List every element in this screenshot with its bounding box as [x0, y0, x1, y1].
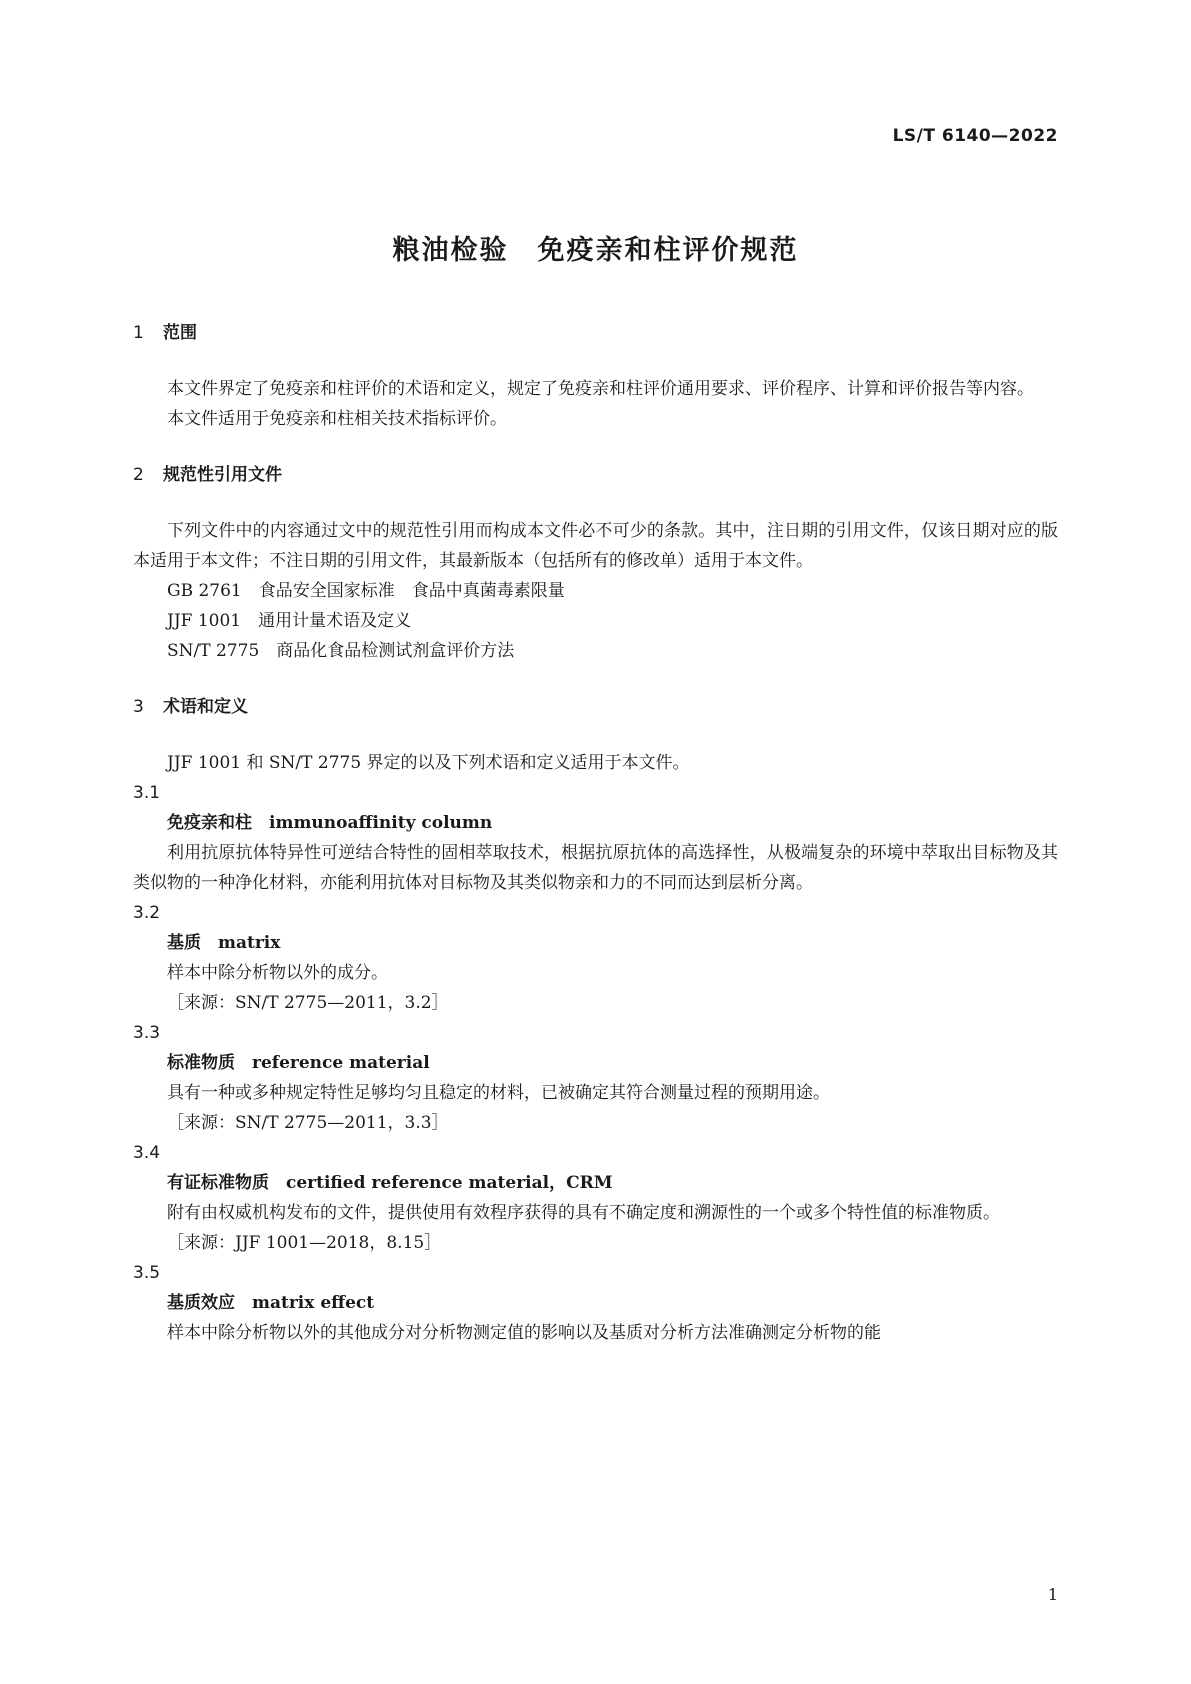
term-definition: 附有由权威机构发布的文件，提供使用有效程序获得的具有不确定度和溯源性的一个或多个特性值的标准物质。 — [167, 1203, 1000, 1223]
term-definition: 样本中除分析物以外的其他成分对分析物测定值的影响以及基质对分析方法准确测定分析物的能 — [167, 1323, 881, 1343]
term-zh: 标准物质 — [167, 1053, 235, 1073]
term-en: immunoaffinity column — [269, 813, 493, 833]
references-paragraph: 下列文件中的内容通过文中的规范性引用而构成本文件必不可少的条款。其中，注日期的引用文件，仅该日期对应的版本适用于本文件；不注日期的引用文件，其最新版本（包括所有的修改单）适用于本文件。 — [133, 521, 1058, 571]
reference-item — [133, 636, 1058, 666]
reference-item — [133, 606, 1058, 636]
term-zh: 免疫亲和柱 — [167, 813, 252, 833]
term-zh: 有证标准物质 — [167, 1173, 269, 1193]
reference-code: SN/T 2775 — [167, 641, 260, 661]
section-title: 术语和定义 — [163, 697, 248, 717]
reference-name: 商品化食品检测试剂盒评价方法 — [276, 641, 515, 661]
terms-intro: JJF 1001 和 SN/T 2775 界定的以及下列术语和定义适用于本文件。 — [167, 753, 690, 773]
term-zh: 基质效应 — [167, 1293, 235, 1313]
term-definition: 样本中除分析物以外的成分。 — [167, 963, 388, 983]
section-heading-scope — [133, 318, 1058, 348]
section-number: 1 — [133, 323, 144, 343]
term-heading — [133, 808, 1058, 838]
reference-name: 通用计量术语及定义 — [258, 611, 412, 631]
term-number: 3.2 — [133, 903, 161, 923]
scope-paragraph-1: 本文件界定了免疫亲和柱评价的术语和定义，规定了免疫亲和柱评价通用要求、评价程序、计算和评价报告等内容。 — [167, 379, 1034, 399]
term-en: matrix — [218, 933, 281, 953]
section-title: 规范性引用文件 — [163, 465, 282, 485]
document-body — [133, 318, 1058, 1348]
standard-code: LS/T 6140—2022 — [892, 126, 1058, 146]
term-heading — [133, 1168, 1058, 1198]
term-number: 3.4 — [133, 1143, 161, 1163]
reference-name: 食品安全国家标准 食品中真菌毒素限量 — [258, 581, 565, 601]
term-source: ［来源：SN/T 2775—2011，3.2］ — [167, 993, 449, 1013]
term-definition: 具有一种或多种规定特性足够均匀且稳定的材料，已被确定其符合测量过程的预期用途。 — [167, 1083, 830, 1103]
term-en: matrix effect — [252, 1293, 375, 1313]
term-zh: 基质 — [167, 933, 201, 953]
page-number: 1 — [1047, 1585, 1058, 1604]
document-title: 粮油检验 免疫亲和柱评价规范 — [392, 235, 799, 266]
scope-paragraph-2: 本文件适用于免疫亲和柱相关技术指标评价。 — [167, 409, 507, 429]
section-heading-terms-definitions — [133, 692, 1058, 722]
term-source: ［来源：SN/T 2775—2011，3.3］ — [167, 1113, 449, 1133]
section-title: 范围 — [163, 323, 197, 343]
reference-code: GB 2761 — [167, 581, 242, 601]
section-heading-normative-references — [133, 460, 1058, 490]
term-heading — [133, 1288, 1058, 1318]
term-source: ［来源：JJF 1001—2018，8.15］ — [167, 1233, 442, 1253]
term-heading — [133, 928, 1058, 958]
term-number: 3.3 — [133, 1023, 161, 1043]
section-number: 3 — [133, 697, 144, 717]
reference-item — [133, 576, 1058, 606]
term-definition: 利用抗原抗体特异性可逆结合特性的固相萃取技术，根据抗原抗体的高选择性，从极端复杂的环境中萃取出目标物及其类似物的一种净化材料，亦能利用抗体对目标物及其类似物亲和力的不同而达到层析分离。 — [133, 843, 1058, 893]
section-number: 2 — [133, 465, 144, 485]
term-en: reference material — [252, 1053, 430, 1073]
term-heading — [133, 1048, 1058, 1078]
term-number: 3.1 — [133, 783, 161, 803]
reference-code: JJF 1001 — [167, 611, 242, 631]
term-en: certified reference material，CRM — [286, 1173, 613, 1193]
term-number: 3.5 — [133, 1263, 161, 1283]
